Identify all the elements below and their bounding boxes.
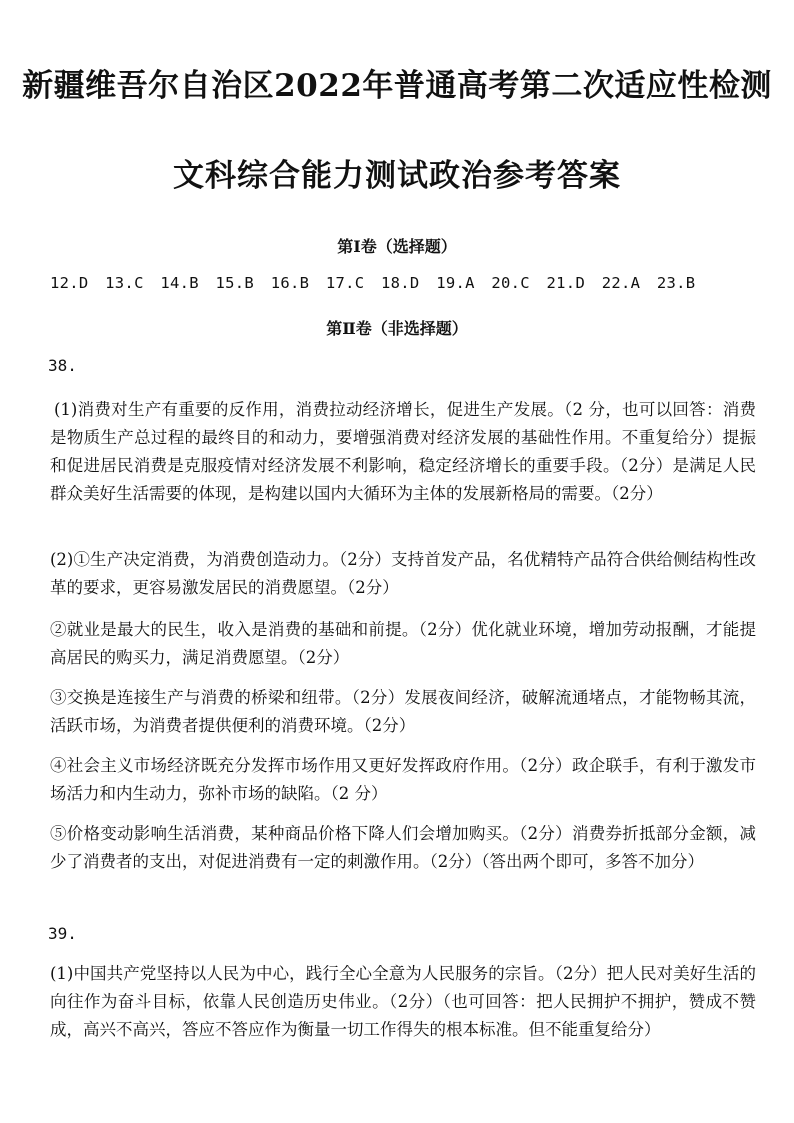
q38-paragraph-6: ⑤价格变动影响生活消费，某种商品价格下降人们会增加购买。（2分）消费券折抵部分金额，减少了消费者的支出，对促进消费有一定的刺激作用。（2分）（答出两个即可，多答不加分） <box>50 824 756 871</box>
answer-item: 21.D <box>546 274 586 292</box>
q38-paragraph-4: ③交换是连接生产与消费的桥梁和纽带。（2分）发展夜间经济，破解流通堵点，才能物畅其流，活跃市场，为消费者提供便利的消费环境。（2分） <box>50 688 756 735</box>
question-39-number: 39. <box>48 924 77 943</box>
q38-paragraph-3: ②就业是最大的民生，收入是消费的基础和前提。（2分）优化就业环境，增加劳动报酬，才能提高居民的购买力，满足消费愿望。（2分） <box>50 620 756 667</box>
answer-item: 20.C <box>491 274 530 292</box>
q38-paragraph-5: ④社会主义市场经济既充分发挥市场作用又更好发挥政府作用。（2分）政企联手，有利于激发市场活力和内生动力，弥补市场的缺陷。（2 分） <box>50 756 756 803</box>
choice-answers-row <box>50 274 702 292</box>
answer-item: 17.C <box>325 274 365 292</box>
answer-item: 22.A <box>601 274 641 292</box>
section-2-heading: 第Ⅱ卷（非选择题） <box>326 319 468 338</box>
section-1-heading: 第Ⅰ卷（选择题） <box>337 237 457 256</box>
q39-paragraph-1: (1)中国共产党坚持以人民为中心，践行全心全意为人民服务的宗旨。（2分）把人民对美好生活的向往作为奋斗目标，依靠人民创造历史伟业。（2分）（也可回答：把人民拥护不拥护，赞成不赞成，高兴不高兴，答应不答应作为衡量一切工作得失的根本标准。但不能重复给分） <box>50 964 756 1039</box>
answer-item: 18.D <box>381 274 420 292</box>
answer-item: 14.B <box>160 274 199 292</box>
q38-paragraph-2: (2)①生产决定消费，为消费创造动力。（2分）支持首发产品，名优精特产品符合供给侧结构性改革的要求，更容易激发居民的消费愿望。（2分） <box>50 550 756 597</box>
q38-paragraph-1: (1)消费对生产有重要的反作用，消费拉动经济增长，促进生产发展。（2 分，也可以回答：消费是物质生产总过程的最终目的和动力，要增强消费对经济发展的基础性作用。不重复给分）提振和促进居民消费是克服疫情对经济发展不利影响，稳定经济增长的重要手段。（2分）是满足人民群众美好生活需要的体现，是构建以国内大循环为主体的发展新格局的需要。（2分） <box>50 400 756 503</box>
answer-item: 16.B <box>270 274 310 292</box>
page-subtitle: 文科综合能力测试政治参考答案 <box>173 158 621 194</box>
answer-item: 19.A <box>436 274 475 292</box>
page-title: 新疆维吾尔自治区2022年普通高考第二次适应性检测 <box>22 68 772 104</box>
answer-item: 15.B <box>215 274 255 292</box>
answer-item: 13.C <box>105 274 144 292</box>
question-38-number: 38. <box>48 356 77 375</box>
answer-item: 12.D <box>50 274 89 292</box>
answer-item: 23.B <box>656 274 696 292</box>
